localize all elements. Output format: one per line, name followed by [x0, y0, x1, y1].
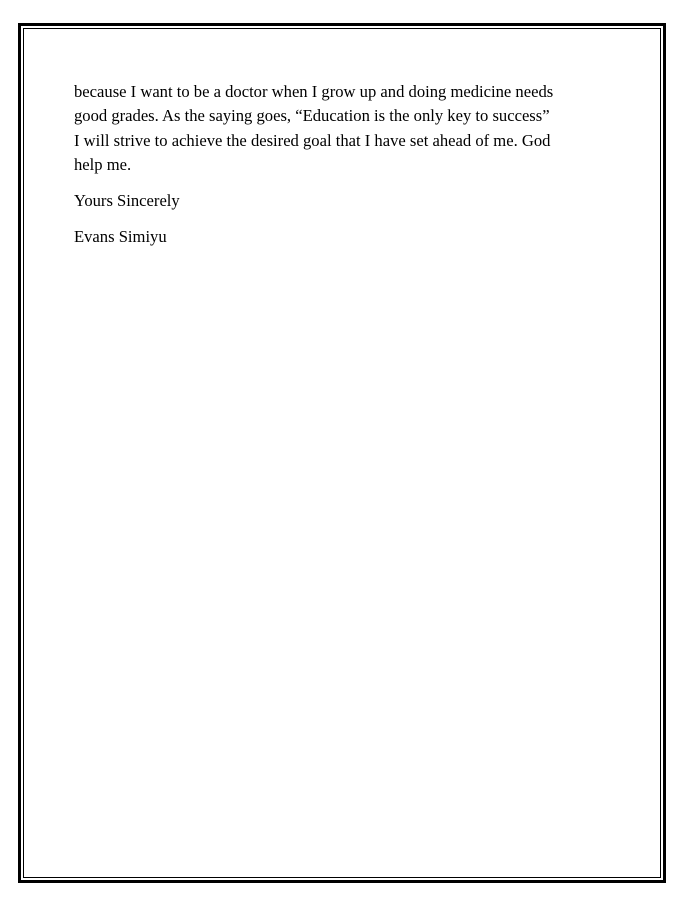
- body-line: good grades. As the saying goes, “Education is the only key to success”: [74, 106, 550, 126]
- body-line: I will strive to achieve the desired goal that I have set ahead of me. God: [74, 130, 551, 150]
- body-paragraph: [74, 80, 614, 177]
- body-line: help me.: [74, 154, 132, 174]
- closing-salutation: Yours Sincerely: [74, 191, 180, 211]
- signature-name: Evans Simiyu: [74, 227, 167, 247]
- letter-content: [74, 80, 614, 250]
- body-line: because I want to be a doctor when I grow up and doing medicine needs: [74, 82, 554, 101]
